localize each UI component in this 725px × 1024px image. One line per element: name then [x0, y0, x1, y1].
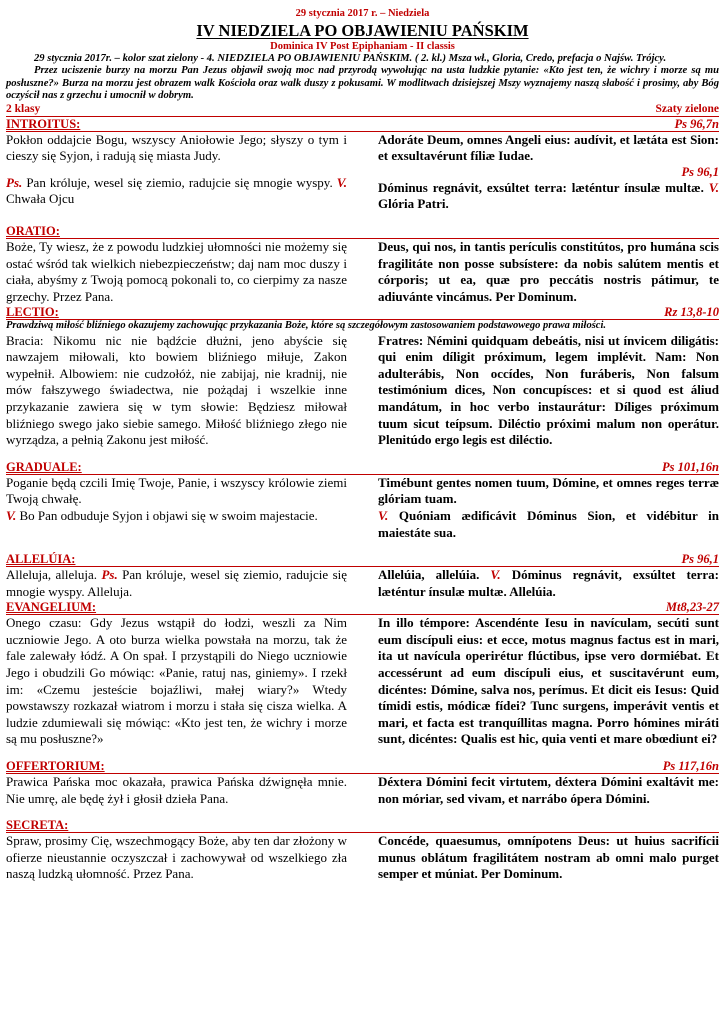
evangelium-header — [6, 600, 719, 615]
secreta-pl-text: Spraw, prosimy Cię, wszechmogący Boże, aby ten dar złożony w ofierze nieustannie oczyszczał i zachowywał od wszelkiego zła naszą ludzką ułomność. Przez Pana. — [6, 833, 347, 882]
graduale-polish — [6, 475, 347, 541]
graduale-ref: Ps 101,16n — [662, 459, 719, 474]
introitus-la-text: Adoráte Deum, omnes Angeli eius: audívit, et lætáta est Sion: et exsultavérunt fíliæ Iudae. — [378, 131, 719, 164]
alleluia-body — [6, 567, 719, 600]
graduale-pl-text: Poganie będą czcili Imię Twoje, Panie, i wszyscy królowie ziemi Twoją chwałę. — [6, 474, 347, 507]
graduale-latin — [378, 475, 719, 541]
graduale-body — [6, 475, 719, 541]
lectio-title — [6, 305, 59, 319]
versicle-mark: V. — [708, 179, 719, 195]
offertorium-ref: Ps 117,16n — [662, 759, 719, 774]
liturgical-class: 2 klasy — [6, 102, 41, 115]
alleluia-latin — [378, 567, 719, 600]
oratio-header — [6, 224, 719, 239]
graduale-pl-verse-text: Bo Pan odbuduje Syjon i objawi się w swoim majestacie. — [19, 507, 318, 523]
alleluia-pl-text — [6, 567, 347, 600]
introitus-pl-psalm-text: Pan króluje, wesel się ziemio, radujcie się mnogie wyspy. — [26, 174, 333, 190]
secreta-title: SECRETA: — [6, 818, 69, 833]
lectio-title-text: LECTIO — [6, 305, 55, 320]
oratio-latin — [378, 239, 719, 305]
introitus-title: INTROITUS: — [6, 116, 81, 131]
psalm-mark: Ps. — [101, 567, 118, 583]
introitus-la-gloria: Glória Patri. — [378, 196, 449, 212]
alleluia-pl-a: Alleluja, alleluja. — [6, 567, 98, 583]
introitus-pl-gloria: Chwała Ojcu — [6, 191, 75, 207]
alleluia-la-text — [378, 567, 719, 600]
secreta-la-text: Concéde, quaesumus, omnípotens Deus: ut huius sacrifícii munus oblátum fragilitátem nostram ab omni malo purget semper et múniat. Per Dominum. — [378, 833, 719, 882]
introitus-ref: Ps 96,7n — [674, 116, 719, 131]
meta-row — [6, 103, 719, 117]
offertorium-latin — [378, 774, 719, 807]
alleluia-header — [6, 552, 719, 567]
oratio-title: ORATIO: — [6, 224, 60, 238]
vestment-color: Szaty zielone — [655, 102, 719, 115]
evangelium-pl-text: Onego czasu: Gdy Jezus wstąpił do łodzi, weszli za Nim uczniowie Jego. A oto burza wielka powstała na morzu, tak że fale zalewały łódź. A On spał. I przystąpili do Niego uczniowie Jego i obudzili Go mówiąc: «Panie, ratuj nas, giniemy». I rzekł im: «Czemu jesteście bojaźliwi, małej wiary?» Wtedy powstawszy rozkazał wiatrom i morzu i stała się cisza wielka. A ludzie zdumiewali się mówiąc: «Kto jest ten, że wichry i morze są mu posłuszne?» — [6, 615, 347, 747]
versicle-mark: V. — [6, 507, 17, 523]
secreta-body — [6, 833, 719, 883]
oratio-pl-text: Boże, Ty wiesz, że z powodu ludzkiej ułomności nie możemy się ostać wśród tak wielkich niebezpieczeństw; daj nam moc duszy i ciała, abyśmy z Twoją pomocą pokonali to, co cierpimy za nasze grzechy. Przez Pana. — [6, 239, 347, 304]
introitus-body — [6, 132, 719, 213]
introitus-latin — [378, 132, 719, 213]
graduale-header — [6, 460, 719, 475]
intro-block — [6, 53, 719, 103]
lectio-pl-text: Bracia: Nikomu nic nie bądźcie dłużni, jeno abyście się nawzajem miłowali, kto bowiem bliźniego miłuje, Zakon wypełnił. Albowiem: nie cudzołóż, nie zabijaj, nie kradnij, nie mów fałszywego świadectwa, nie pożądaj i wszelkie inne przykazanie zawiera się w tym słowie: Będziesz miłował bliźniego swego jako siebie samego. Miłość bliźniego złego nie wyrządza, a pełnią Zakonu jest miłość. — [6, 332, 347, 448]
missal-page — [6, 0, 719, 883]
versicle-mark: V. — [336, 174, 348, 190]
offertorium-header — [6, 759, 719, 774]
evangelium-body — [6, 615, 719, 748]
introitus-la-psalm — [378, 180, 719, 213]
introitus-polish — [6, 132, 347, 213]
lectio-latin — [378, 333, 719, 449]
evangelium-title: EVANGELIUM: — [6, 600, 97, 615]
evangelium-latin — [378, 615, 719, 748]
graduale-la-verse-text: Quóniam ædificávit Dóminus Sion, et vidébitur in maiestáte sua. — [378, 507, 720, 540]
lectio-ref: Rz 13,8-10 — [664, 305, 719, 320]
oratio-body — [6, 239, 719, 305]
alleluia-polish — [6, 567, 347, 600]
alleluia-la-b: Dóminus regnávit, exsúltet terra: læténtur ínsulæ multæ. Allelúia. — [378, 567, 720, 599]
introitus-header — [6, 117, 719, 132]
lectio-colon: : — [54, 305, 59, 320]
latin-subtitle: Dominica IV Post Epiphaniam - II classis — [270, 41, 455, 52]
lectio-note: Prawdziwą miłość bliźniego okazujemy zachowując przykazania Boże, które są szczegółowym zastosowaniem podstawowego prawa miłości. — [6, 320, 607, 332]
introitus-la-psalm-text: Dóminus regnávit, exsúltet terra: læténtur ínsulæ multæ. — [378, 179, 704, 195]
offertorium-polish — [6, 774, 347, 807]
oratio-polish — [6, 239, 347, 305]
secreta-latin — [378, 833, 719, 883]
versicle-mark: V. — [490, 567, 501, 583]
alleluia-title: ALLELÚIA: — [6, 552, 76, 567]
introitus-psalm-ref: Ps 96,1 — [681, 164, 719, 179]
lectio-polish — [6, 333, 347, 449]
offertorium-title: OFFERTORIUM: — [6, 759, 105, 774]
date-line: 29 stycznia 2017 r. – Niedziela — [295, 8, 430, 19]
versicle-mark: V. — [378, 507, 389, 523]
evangelium-ref: Mt8,23-27 — [665, 600, 719, 615]
secreta-polish — [6, 833, 347, 883]
graduale-title: GRADUALE: — [6, 459, 82, 474]
secreta-header — [6, 818, 719, 833]
alleluia-pl-b: Pan króluje, wesel się ziemio, radujcie się mnogie wyspy. Alleluja. — [6, 567, 348, 599]
oratio-la-text: Deus, qui nos, in tantis perículis constitútos, pro humána scis fragilitáte non posse subsístere: da nobis salútem mentis et córporis; ut ea, quæ pro peccátis nostris pátimur, te adiuvánte vincámus. Per Dominum. — [378, 239, 719, 304]
graduale-la-verse — [378, 508, 719, 541]
offertorium-body — [6, 774, 719, 807]
intro-description: Przez uciszenie burzy na morzu Pan Jezus objawił swoją moc nad przyrodą wywołując na usta ludzkie pytanie: «Kto jest ten, że wichry i morze są mu posłuszne?» Burza na morzu jest obrazem walk Kościoła oraz walk duszy z pokusami. W modlitwach dzisiejszej Mszy wyznajemy naszą słabość i prosimy, aby Bóg oczyścił nas z grzechu i umocnił w dobrym. — [6, 65, 719, 102]
introitus-pl-psalm — [6, 175, 347, 208]
psalm-mark: Ps. — [6, 174, 23, 190]
offertorium-pl-text: Prawica Pańska moc okazała, prawica Pańska dźwignęła mnie. Nie umrę, ale będę żył i głosił dzieła Pana. — [6, 774, 347, 806]
graduale-pl-verse — [6, 508, 347, 525]
alleluia-la-a: Allelúia, allelúia. — [378, 567, 480, 583]
page-title: IV NIEDZIELA PO OBJAWIENIU PAŃSKIM — [196, 21, 529, 40]
evangelium-polish — [6, 615, 347, 748]
evangelium-la-text: In illo témpore: Ascendénte Iesu in navículam, secúti sunt eum discípuli eius: et ecce, motus magnus factus est in mari, ita ut navícula operirétur flúctibus, ipse vero dormiébat. Et accessérunt ad eum discípuli eius, et suscitavérunt eum, dicéntes: Dómine, salva nos, perímus. Et dicit eis Iesus: Quid tímidi estis, módicæ fídei? Tunc surgens, imperávit ventis et mari, et facta est tranquíllitas magna. Porro hómines miráti sunt, dicéntes: Qualis est hic, quia venti et mare obœdiunt ei? — [378, 615, 719, 747]
lectio-body — [6, 333, 719, 449]
lectio-header — [6, 305, 719, 320]
graduale-la-text: Timébunt gentes nomen tuum, Dómine, et omnes reges terræ glóriam tuam. — [378, 474, 719, 507]
offertorium-la-text: Déxtera Dómini fecit virtutem, déxtera Dómini exaltávit me: non móriar, sed vivam, et narrábo ópera Dómini. — [378, 774, 719, 806]
lectio-la-text: Fratres: Némini quidquam debeátis, nisi ut ínvicem diligátis: qui enim díligit próximum, legem implévit. Nam: Non adulterábis, Non occídes, Non furáberis, Non falsum testimónium dices, Non concupísces: et si quod est áliud mandátum, in hoc verbo instaurátur: Díliges próximum tuum sicut teípsum. Diléctio próximi malum non operátur. Plenitúdo ergo legis est diléctio. — [378, 332, 719, 448]
alleluia-ref: Ps 96,1 — [681, 552, 719, 567]
introitus-pl-text: Pokłon oddajcie Bogu, wszyscy Aniołowie Jego; słyszy o tym i cieszy się Syjon, i radują się miasta Judy. — [6, 131, 347, 164]
intro-rubric: 29 stycznia 2017r. – kolor szat zielony - 4. NIEDZIELA PO OBJAWIENIU PAŃSKIM. ( 2. kl.) Msza wł., Gloria, Credo, prefacja o Najśw. Trójcy. — [34, 53, 667, 64]
